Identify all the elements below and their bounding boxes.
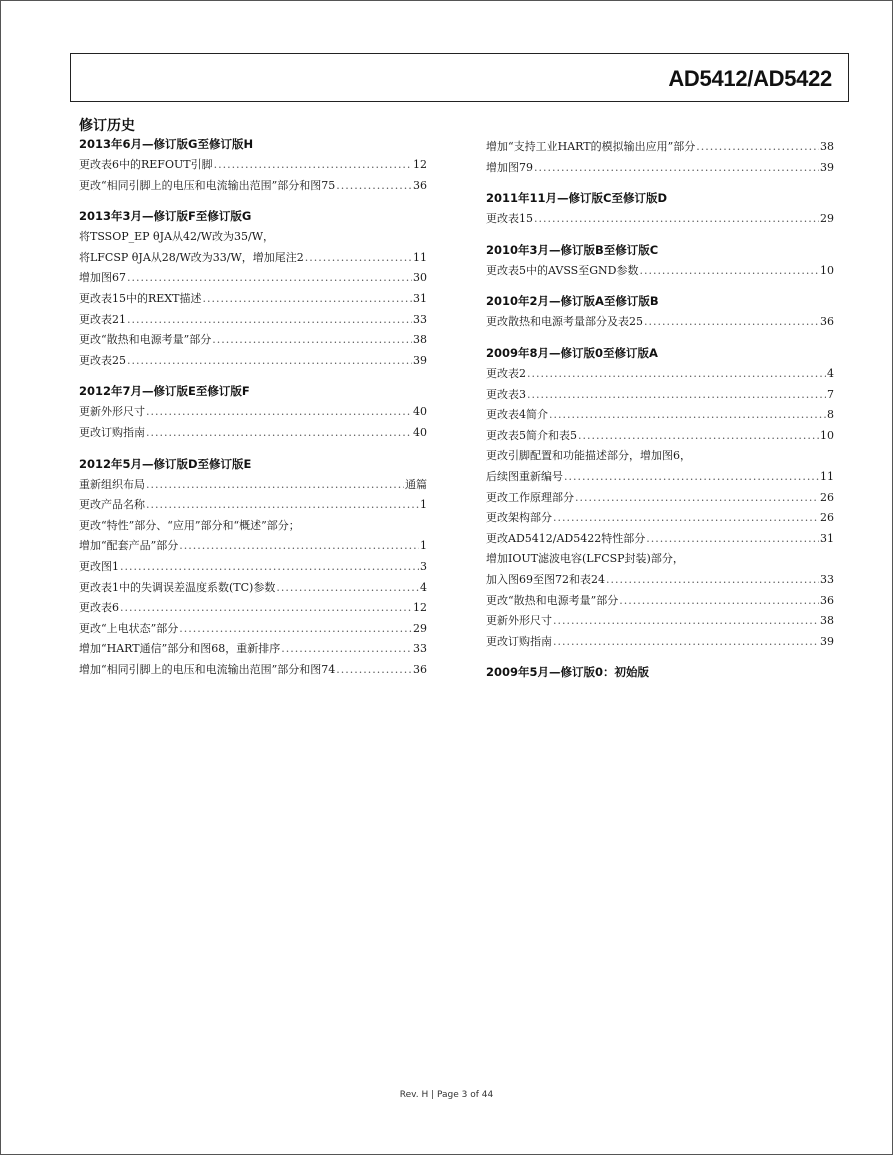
entry-page: 33 [413, 642, 427, 656]
revision-entry [79, 248, 427, 269]
leader-dots [281, 639, 412, 660]
entry-text: 更改表1中的失调误差温度系数(TC)参数 [79, 580, 276, 594]
leader-dots [179, 536, 419, 557]
leader-dots [146, 495, 419, 516]
leader-dots [534, 158, 819, 179]
entry-page: 31 [413, 291, 427, 305]
revision-entry [79, 639, 427, 660]
leader-dots [120, 557, 419, 578]
entry-text: 更改“特性”部分、“应用”部分和“概述”部分； [79, 518, 300, 532]
revision-entry [79, 402, 427, 423]
revision-entry [486, 467, 834, 488]
entry-text: 加入图69至图72和表24 [486, 572, 605, 586]
entry-page: 31 [820, 531, 834, 545]
revision-entry [79, 660, 427, 681]
revision-entry [79, 557, 427, 578]
entry-text: 更改表21 [79, 312, 126, 326]
entry-page: 33 [413, 312, 427, 326]
leader-dots [202, 289, 412, 310]
leader-dots [276, 578, 419, 599]
leader-dots [564, 467, 819, 488]
entry-page: 36 [413, 178, 427, 192]
entry-text: 增加“配套产品”部分 [79, 539, 179, 553]
leader-dots [305, 248, 412, 269]
entry-page: 11 [413, 250, 427, 264]
leader-dots [336, 660, 412, 681]
entry-text: 更改订购指南 [79, 425, 145, 439]
revision-entry [79, 536, 427, 557]
entry-page: 33 [820, 572, 834, 586]
revision-heading: 2013年6月—修订版G至修订版H [79, 137, 254, 151]
entry-text: 更改架构部分 [486, 511, 552, 525]
entry-text: 更改产品名称 [79, 498, 145, 512]
entry-text: 更改表6 [79, 601, 119, 615]
entry-text: 更改“散热和电源考量”部分 [79, 333, 212, 347]
leader-dots [527, 364, 826, 385]
page-header [70, 53, 849, 102]
revision-entry [79, 268, 427, 289]
group-spacer [486, 652, 834, 662]
revision-heading: 2010年3月—修订版B至修订版C [486, 242, 659, 257]
left-column [79, 134, 427, 680]
leader-dots [553, 632, 819, 653]
entry-page: 10 [820, 263, 834, 277]
revision-entry [79, 176, 427, 197]
entry-page: 40 [413, 425, 427, 439]
revision-entry [486, 385, 834, 406]
revision-entry [486, 632, 834, 653]
leader-dots [696, 137, 819, 158]
page-footer: Rev. H | Page 3 of 44 [399, 1090, 494, 1100]
revision-entry [486, 261, 834, 282]
entry-text: 更改“散热和电源考量”部分 [486, 593, 619, 607]
revision-entry [79, 578, 427, 599]
leader-dots [336, 176, 412, 197]
revision-entry [79, 351, 427, 372]
document-title: AD5412/AD5422 [668, 66, 832, 91]
section-heading: 修订历史 [79, 118, 135, 134]
entry-text: 重新组织布局 [79, 477, 145, 491]
revision-heading: 2013年3月—修订版F至修订版G [79, 209, 252, 224]
entry-text: 更改引脚配置和功能描述部分，增加图6， [486, 449, 691, 463]
leader-dots [578, 426, 819, 447]
entry-page: 7 [827, 387, 834, 401]
group-spacer [486, 333, 834, 343]
revision-entry [79, 495, 427, 516]
entry-page: 12 [413, 158, 427, 171]
revision-entry [79, 155, 427, 176]
leader-dots [646, 529, 819, 550]
revision-entry [486, 549, 834, 570]
leader-dots [146, 402, 412, 423]
entry-page: 38 [820, 140, 834, 153]
revision-entry [486, 158, 834, 179]
revision-entry [79, 330, 427, 351]
revision-entry [486, 570, 834, 591]
entry-page: 12 [413, 601, 427, 615]
revision-entry [79, 423, 427, 444]
entry-text: 增加“HART通信”部分和图68，重新排序 [79, 642, 281, 656]
revision-entry [486, 488, 834, 509]
group-spacer [486, 178, 834, 188]
entry-text: 增加IOUT滤波电容(LFCSP封装)部分， [486, 552, 684, 566]
leader-dots [120, 598, 412, 619]
revision-heading: 2012年5月—修订版D至修订版E [79, 456, 252, 471]
entry-page: 30 [413, 271, 427, 285]
revision-entry [486, 446, 834, 467]
revision-entry [486, 405, 834, 426]
entry-text: 增加“支持工业HART的模拟输出应用”部分 [486, 140, 696, 153]
entry-page: 39 [820, 160, 834, 174]
group-spacer [79, 196, 427, 206]
entry-page: 10 [820, 428, 834, 442]
entry-text: 更改表4简介 [486, 408, 548, 422]
revision-entry [79, 227, 427, 248]
leader-dots [639, 261, 819, 282]
entry-page: 4 [827, 366, 834, 380]
entry-text: 增加图67 [79, 271, 126, 285]
entry-page: 29 [413, 621, 427, 635]
leader-dots [549, 405, 826, 426]
entry-text: 更改“相同引脚上的电压和电流输出范围”部分和图75 [79, 178, 336, 192]
entry-text: 增加图79 [486, 160, 533, 174]
group-spacer [486, 281, 834, 291]
revision-heading: 2012年7月—修订版E至修订版F [79, 384, 250, 399]
entry-text: 更改表25 [79, 353, 126, 367]
entry-text: 更改“上电状态”部分 [79, 621, 179, 635]
entry-text: 更新外形尺寸 [486, 614, 552, 628]
revision-entry [79, 310, 427, 331]
entry-page: 38 [413, 333, 427, 347]
revision-entry [79, 516, 427, 537]
right-column [486, 137, 834, 683]
entry-page: 29 [820, 212, 834, 226]
revision-entry [486, 312, 834, 333]
revision-heading: 2010年2月—修订版A至修订版B [486, 294, 659, 309]
entry-text: 更改图1 [79, 559, 119, 573]
leader-dots [127, 310, 412, 331]
entry-text: 增加“相同引脚上的电压和电流输出范围”部分和图74 [79, 662, 336, 676]
entry-page: 26 [820, 490, 834, 504]
entry-text: 更改表3 [486, 387, 526, 401]
entry-text: 更改表6中的REFOUT引脚 [79, 158, 213, 171]
entry-page: 38 [820, 614, 834, 628]
revision-heading: 2009年5月—修订版0：初始版 [486, 665, 650, 680]
revision-entry [79, 475, 427, 496]
entry-text: 更改订购指南 [486, 634, 552, 648]
entry-page: 3 [420, 559, 427, 573]
entry-text: 后续图重新编号 [486, 469, 563, 483]
entry-text: 更改散热和电源考量部分及表25 [486, 315, 643, 329]
leader-dots [127, 351, 412, 372]
leader-dots [146, 423, 412, 444]
leader-dots [214, 155, 412, 176]
entry-page: 1 [420, 498, 427, 512]
group-spacer [79, 371, 427, 381]
leader-dots [553, 508, 819, 529]
revision-heading: 2011年11月—修订版C至修订版D [486, 191, 667, 206]
leader-dots [553, 611, 819, 632]
entry-page: 4 [420, 580, 427, 594]
entry-page: 40 [413, 405, 427, 419]
revision-entry [486, 591, 834, 612]
entry-text: 将LFCSP θJA从28/W改为33/W，增加尾注2 [79, 250, 304, 264]
entry-page: 8 [827, 408, 834, 422]
revision-heading: 2009年8月—修订版0至修订版A [486, 345, 658, 360]
entry-page: 11 [820, 469, 834, 483]
entry-page: 36 [820, 315, 834, 329]
revision-entry [486, 364, 834, 385]
leader-dots [575, 488, 819, 509]
entry-text: 将TSSOP_EP θJA从42/W改为35/W， [79, 230, 275, 244]
leader-dots [644, 312, 819, 333]
entry-page: 通篇 [405, 477, 427, 491]
revision-entry [486, 508, 834, 529]
entry-text: 更改表15中的REXT描述 [79, 291, 202, 305]
revision-entry [486, 426, 834, 447]
entry-text: 更改工作原理部分 [486, 490, 574, 504]
leader-dots [527, 385, 826, 406]
entry-text: 更改表5简介和表5 [486, 428, 577, 442]
entry-page: 1 [420, 539, 427, 553]
leader-dots [606, 570, 819, 591]
entry-page: 26 [820, 511, 834, 525]
entry-text: 更改表5中的AVSS至GND参数 [486, 263, 639, 277]
entry-page: 39 [820, 634, 834, 648]
leader-dots [146, 475, 404, 496]
entry-text: 更新外形尺寸 [79, 405, 145, 419]
leader-dots [619, 591, 819, 612]
entry-text: 更改表2 [486, 366, 526, 380]
group-spacer [486, 230, 834, 240]
entry-page: 36 [413, 662, 427, 676]
entry-page: 36 [820, 593, 834, 607]
revision-entry [79, 289, 427, 310]
group-spacer [79, 444, 427, 454]
revision-entry [486, 529, 834, 550]
entry-text: 更改AD5412/AD5422特性部分 [486, 531, 646, 545]
leader-dots [534, 209, 819, 230]
revision-entry [486, 611, 834, 632]
revision-entry [79, 619, 427, 640]
leader-dots [212, 330, 412, 351]
leader-dots [179, 619, 412, 640]
revision-entry [486, 209, 834, 230]
revision-entry [486, 137, 834, 158]
leader-dots [127, 268, 412, 289]
entry-page: 39 [413, 353, 427, 367]
revision-entry [79, 598, 427, 619]
entry-text: 更改表15 [486, 212, 533, 226]
